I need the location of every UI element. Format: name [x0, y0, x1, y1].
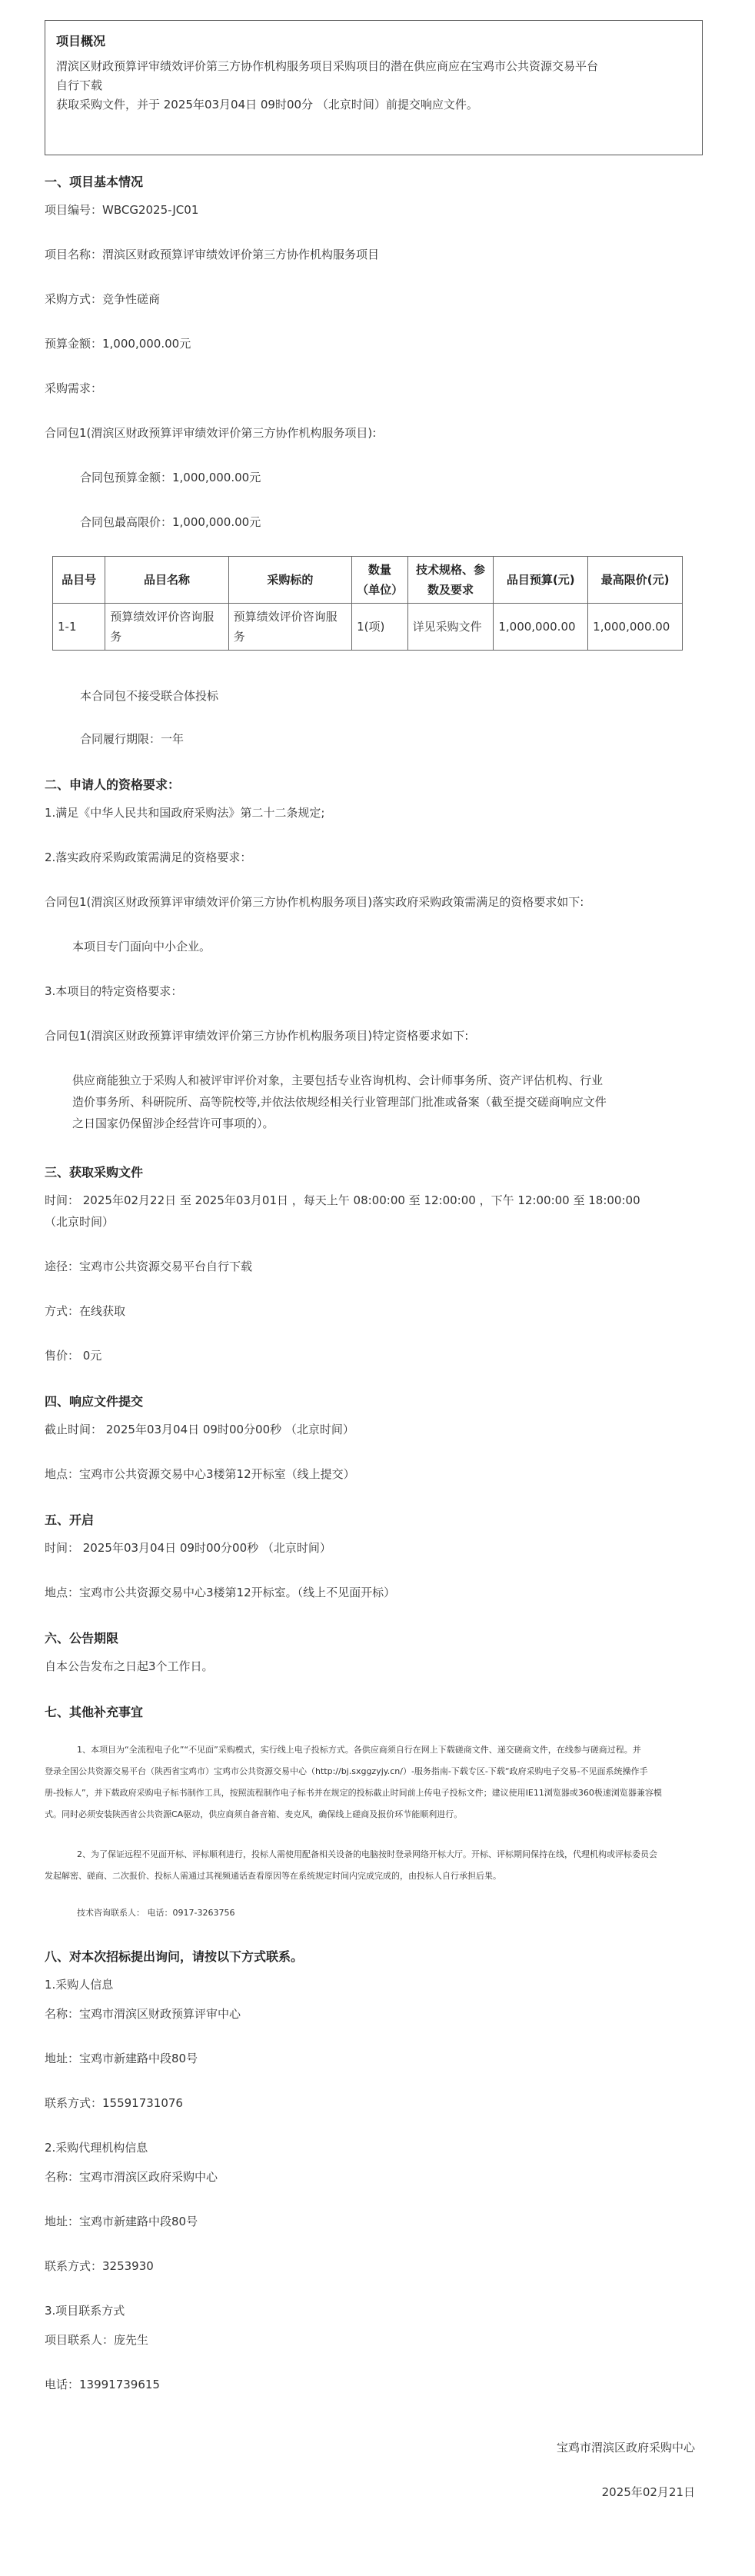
table-cell: 预算绩效评价咨询服务: [228, 604, 351, 651]
table-cell: 1(项): [352, 604, 408, 651]
overview-title: 项目概况: [56, 34, 106, 48]
lot-budget: 合同包预算金额：1,000,000.00元: [80, 471, 261, 484]
table-cell: 1,000,000.00: [494, 604, 588, 651]
agent-phone: 联系方式：3253930: [45, 2259, 154, 2273]
project-overview-box: [45, 20, 703, 155]
qualification-item: 1.满足《中华人民共和国政府采购法》第二十二条规定;: [45, 806, 325, 820]
lot-specific: 合同包1(渭滨区财政预算评审绩效评价第三方协作机构服务项目)特定资格要求如下:: [45, 1029, 469, 1043]
issuing-organization: 宝鸡市渭滨区政府采购中心: [556, 2441, 695, 2455]
table-header-cell: 最高限价(元): [588, 557, 683, 604]
overview-line: 自行下载: [56, 78, 103, 92]
procurement-method: 采购方式：竞争性磋商: [45, 292, 161, 306]
section-title: 一、项目基本情况: [45, 175, 144, 189]
section-title: 八、对本次招标提出询问，请按以下方式联系。: [45, 1949, 304, 1964]
specific-requirement-line: 供应商能独立于采购人和被评审评价对象，主要包括专业咨询机构、会计师事务所、资产评估机构、行业: [72, 1073, 604, 1087]
agent-name: 名称：宝鸡市渭滨区政府采购中心: [45, 2170, 218, 2184]
section-title: 二、申请人的资格要求：: [45, 777, 181, 792]
project-name: 项目名称：渭滨区财政预算评审绩效评价第三方协作机构服务项目: [45, 248, 380, 261]
submission-deadline: 截止时间： 2025年03月04日 09时00分00秒 （北京时间）: [45, 1423, 354, 1436]
section-title: 六、公告期限: [45, 1631, 119, 1646]
table-header-cell: 数量（单位）: [352, 557, 408, 604]
lot-max-price: 合同包最高限价：1,000,000.00元: [80, 515, 261, 529]
buyer-address: 地址：宝鸡市新建路中段80号: [45, 2052, 198, 2065]
project-number: 项目编号：WBCG2025-JC01: [45, 203, 199, 217]
buyer-heading: 1.采购人信息: [45, 1978, 114, 1992]
project-contact-person: 项目联系人：庞先生: [45, 2333, 149, 2347]
supplement-paragraph-1: [45, 1739, 706, 1825]
obtain-time: （北京时间）: [45, 1215, 115, 1229]
obtain-time: 时间： 2025年02月22日 至 2025年03月01日 ，每天上午 08:00:00 至 12:00:00 ，下午 12:00:00 至 18:00:00: [45, 1193, 640, 1207]
obtain-mode: 方式：在线获取: [45, 1304, 126, 1318]
supplement-line: 1、本项目为“全流程电子化”“不见面”采购模式，实行线上电子投标方式。各供应商须自行在网上下载磋商文件、递交磋商文件，在线参与磋商过程。并: [77, 1745, 641, 1755]
section-title: 四、响应文件提交: [45, 1394, 144, 1409]
specific-requirement-line: 之日国家仍保留涉企经营许可事项的）。: [72, 1117, 274, 1130]
table-cell: 详见采购文件: [407, 604, 494, 651]
sme-note: 本项目专门面向中小企业。: [72, 940, 211, 954]
agent-address: 地址：宝鸡市新建路中段80号: [45, 2215, 198, 2228]
section-title: 七、其他补充事宜: [45, 1705, 144, 1719]
table-header-cell: 采购标的: [228, 557, 351, 604]
submission-place: 地点：宝鸡市公共资源交易中心3楼第12开标室（线上提交）: [45, 1467, 355, 1481]
specific-requirement-line: 造价事务所、科研院所、高等院校等,并依法依规经相关行业管理部门批准或备案（截至提交磋商响应文件: [72, 1095, 607, 1109]
supplement-line: 发起解密、磋商、二次报价、投标人需通过其视频通话查看原因等在系统规定时间内完成完成的，由投标人自行承担后果。: [45, 1871, 501, 1881]
table-header-cell: 品目预算(元): [494, 557, 588, 604]
opening-place: 地点：宝鸡市公共资源交易中心3楼第12开标室。（线上不见面开标）: [45, 1586, 396, 1599]
table-row: [53, 604, 683, 651]
issue-date: 2025年02月21日: [601, 2485, 695, 2499]
contract-period: 合同履行期限：一年: [80, 732, 185, 746]
overview-line: 渭滨区财政预算评审绩效评价第三方协作机构服务项目采购项目的潜在供应商应在宝鸡市公共资源交易平台: [56, 59, 599, 73]
tech-contact: 技术咨询联系人： 电话：0917-3263756: [77, 1908, 235, 1918]
no-consortium-note: 本合同包不接受联合体投标: [80, 689, 219, 703]
supplement-paragraph-2: [45, 1844, 706, 1887]
table-header-cell: 技术规格、参数及要求: [407, 557, 494, 604]
section-title: 五、开启: [45, 1513, 95, 1527]
qualification-item: 2.落实政府采购政策需满足的资格要求：: [45, 850, 252, 864]
opening-time: 时间： 2025年03月04日 09时00分00秒 （北京时间）: [45, 1541, 331, 1555]
agent-heading: 2.采购代理机构信息: [45, 2141, 148, 2155]
table-header-cell: 品目号: [53, 557, 105, 604]
announcement-period: 自本公告发布之日起3个工作日。: [45, 1659, 214, 1673]
procurement-needs: 采购需求：: [45, 381, 103, 395]
table-header-row: [53, 557, 683, 604]
lot-policy: 合同包1(渭滨区财政预算评审绩效评价第三方协作机构服务项目)落实政府采购政策需满足的资格要求如下:: [45, 895, 584, 909]
table-cell: 1-1: [53, 604, 105, 651]
project-contact-heading: 3.项目联系方式: [45, 2304, 125, 2318]
supplement-line: 登录全国公共资源交易平台（陕西省宝鸡市）宝鸡市公共资源交易中心（http://bj.sxggzyjy.cn/）-服务指南-下载专区-下载“政府采购电子交易-不见面系统操作手: [45, 1766, 648, 1776]
supplement-line: 册-投标人”，并下载政府采购电子标书制作工具，按照流程制作电子标书并在规定的投标截止时间前上传电子投标文件；建议使用IE11浏览器或360极速浏览器兼容模: [45, 1788, 662, 1798]
obtain-channel: 途径：宝鸡市公共资源交易平台自行下载: [45, 1260, 253, 1273]
section-title: 三、获取采购文件: [45, 1165, 144, 1180]
items-table: [52, 556, 683, 651]
document-price: 售价： 0元: [45, 1349, 102, 1363]
table-cell: 预算绩效评价咨询服务: [105, 604, 228, 651]
table-cell: 1,000,000.00: [588, 604, 683, 651]
buyer-name: 名称：宝鸡市渭滨区财政预算评审中心: [45, 2007, 241, 2021]
table-header-cell: 品目名称: [105, 557, 228, 604]
supplement-line: 2、为了保证远程不见面开标、评标顺利进行，投标人需使用配备相关设备的电脑按时登录网络开标大厅。开标、评标期间保持在线，代理机构或评标委员会: [77, 1849, 657, 1859]
qualification-item: 3.本项目的特定资格要求：: [45, 984, 183, 998]
project-contact-phone: 电话：13991739615: [45, 2378, 160, 2391]
overview-line: 获取采购文件，并于 2025年03月04日 09时00分 （北京时间）前提交响应文件。: [56, 98, 478, 111]
contract-lot: 合同包1(渭滨区财政预算评审绩效评价第三方协作机构服务项目):: [45, 426, 377, 440]
buyer-phone: 联系方式：15591731076: [45, 2096, 183, 2110]
budget-amount: 预算金额：1,000,000.00元: [45, 337, 191, 351]
supplement-line: 式。同时必须安装陕西省公共资源CA驱动，供应商须自备音箱、麦克风，确保线上磋商及报价环节能顺利进行。: [45, 1809, 463, 1819]
